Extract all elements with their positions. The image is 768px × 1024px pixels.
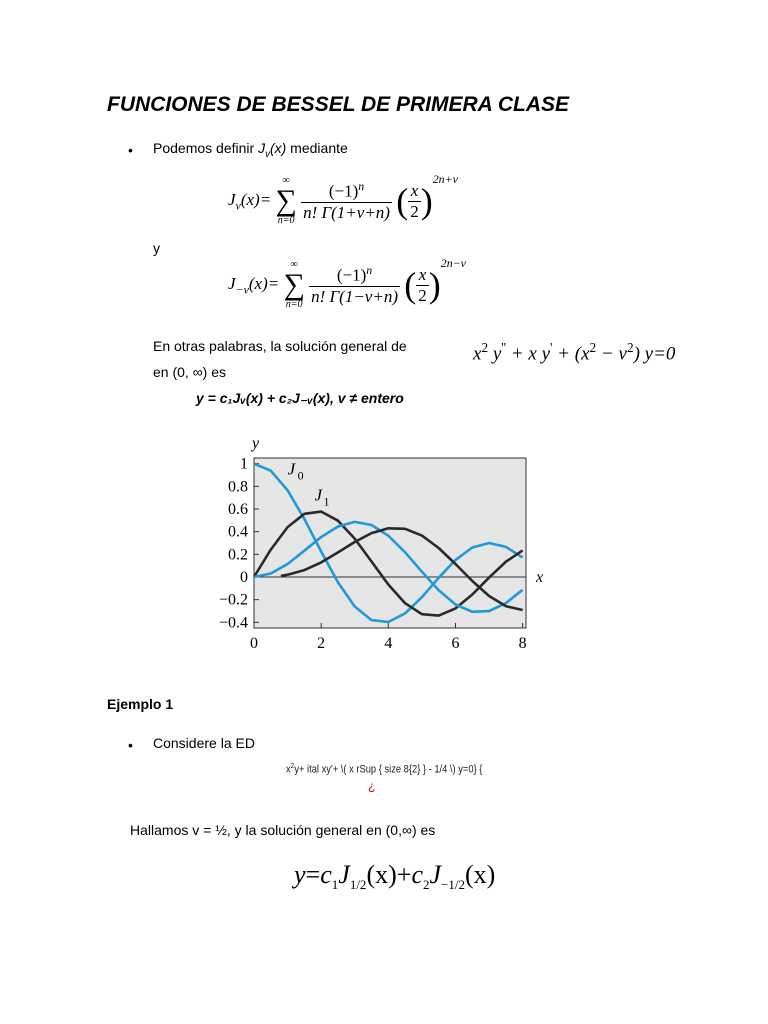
x-tick-label: 4 (384, 635, 393, 652)
bessel-ode: $x^2$ y'' + x $y' + (x^2 - v^2)$ y=0 (473, 340, 676, 365)
intro-line (153, 140, 348, 160)
summation-sign: ∞ ∑ n=0 (275, 175, 297, 227)
equation-j-v: $J_v(x)=$ ∞ ∑ n=0 $\frac{(-1)^n}{n! \Gamma(1+v+n)}$ ( $\frac{x}{2}$ )$^{2n+v}$ (228, 172, 458, 227)
fraction: $\frac{(-1)^n}{n! \Gamma(1-v+n)}$ (311, 263, 398, 306)
equation-j-minus-v: $J_{-v}(x)=$ ∞ ∑ n=0 $\frac{(-1)^n}{n! \Gamma(1-v+n)}$ ( $\frac{x}{2}$ )$^{2n-v}$ (228, 256, 466, 311)
general-line-2: en (0, ∞) es (153, 364, 227, 380)
summation-sign: ∞ ∑ n=0 (283, 259, 305, 311)
series-label-j1: J (314, 485, 322, 505)
intro-post: mediante (286, 140, 348, 156)
general-line-1: En otras palabras, la solución general de (153, 338, 407, 354)
y-tick-label: 0.6 (228, 501, 248, 518)
page-title: FUNCIONES DE BESSEL DE PRIMERA CLASE (107, 93, 570, 116)
connector-y: y (153, 240, 160, 256)
final-solution: $y=c_1J_{1/2}(x)+c_2J_{-1/2}(x)$ (294, 860, 496, 893)
intro-pre: Podemos definir (153, 140, 259, 156)
y-tick-label: −0.4 (218, 614, 248, 632)
general-solution: y = c₁Jᵥ(x) + c₂J₋ᵥ(x), v ≠ entero (196, 390, 404, 406)
bullet-marker: • (128, 142, 133, 158)
series-label-j1-sub: 1 (323, 494, 330, 509)
y-tick-label: −0.2 (218, 591, 248, 609)
intro-func: $J_v(x)$ (258, 140, 287, 160)
y-axis-label: y (252, 435, 260, 452)
bessel-chart (200, 430, 550, 660)
y-tick-label: 0.8 (228, 478, 248, 496)
broken-equation: $x^2y+$ ital xy'+ \( x rSup { size 8{2} } - 1/4 \) y=0} { (286, 761, 483, 776)
hallamos-line: Hallamos v = ½, y la solución general en (0,∞) es (130, 822, 436, 838)
y-tick-label: 0.4 (228, 523, 248, 541)
x-tick-label: 6 (451, 635, 460, 652)
y-tick-label: 0.2 (228, 546, 248, 564)
x-tick-label: 8 (518, 635, 527, 652)
example-heading: Ejemplo 1 (107, 696, 174, 712)
fraction: $\frac{(-1)^n}{n! \Gamma(1+v+n)}$ (303, 179, 390, 222)
series-label-j0: J (287, 459, 296, 479)
y-tick-label: 0 (240, 569, 248, 586)
consider-line: Considere la ED (153, 735, 255, 751)
x-tick-label: 0 (250, 635, 258, 652)
bullet-marker: • (128, 737, 133, 753)
x-axis-label: x (536, 569, 544, 586)
x-tick-label: 2 (317, 635, 326, 652)
series-label-j0-sub: 0 (297, 468, 304, 483)
y-tick-label: 1 (240, 455, 248, 473)
inverted-question-glyph: ¿ (368, 779, 376, 793)
